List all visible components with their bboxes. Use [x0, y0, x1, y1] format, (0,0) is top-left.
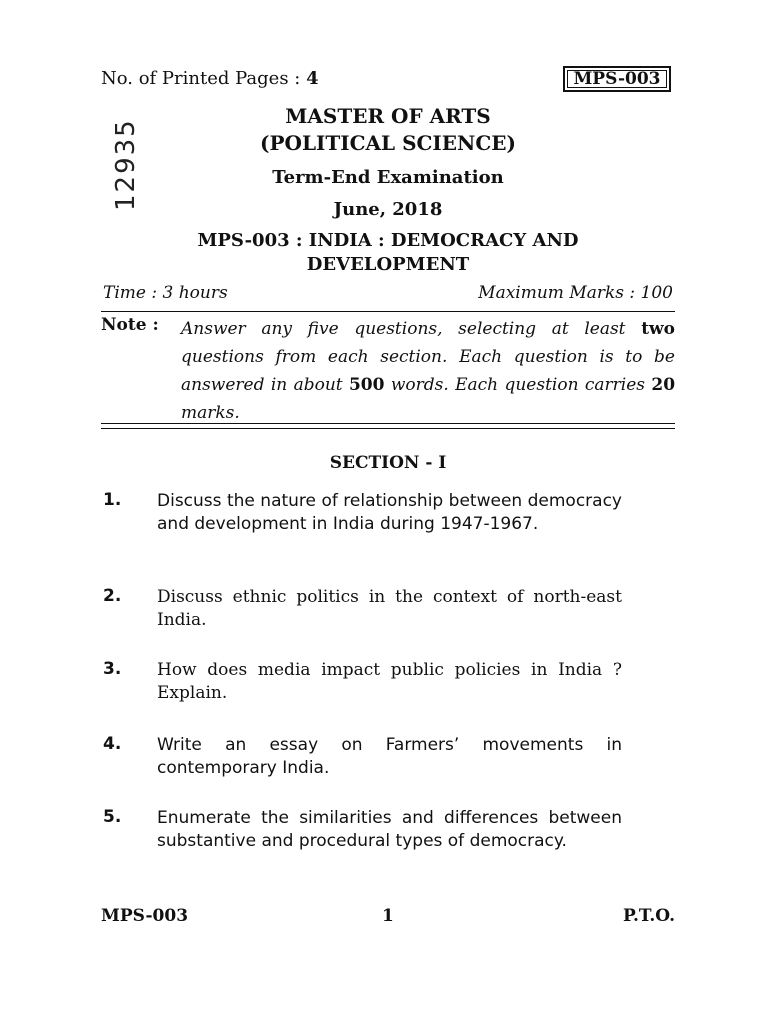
- exam-title: Term-End Examination: [272, 167, 504, 188]
- question-number: 2.: [103, 586, 122, 606]
- question-number: 1.: [103, 490, 122, 510]
- footer-pto: P.T.O.: [623, 906, 675, 926]
- course-title-line2: DEVELOPMENT: [306, 254, 470, 275]
- exam-date: June, 2018: [333, 199, 443, 220]
- note-part4: marks.: [181, 403, 240, 423]
- degree-title: MASTER OF ARTS: [285, 104, 491, 128]
- divider-double-2: [101, 428, 675, 429]
- question-text: Discuss ethnic politics in the context of north-east India.: [157, 587, 622, 630]
- note-text: [181, 315, 675, 427]
- footer-page-number: 1: [382, 906, 394, 926]
- divider-top: [101, 311, 675, 312]
- note-label: Note :: [101, 315, 159, 335]
- note-bold3: 20: [651, 375, 676, 395]
- subject-title: (POLITICAL SCIENCE): [260, 131, 516, 155]
- question-text: Discuss the nature of relationship between democracy and development in India during 1947-1967.: [157, 491, 622, 534]
- note-part2: questions from each section. Each question is to be answered in about: [181, 347, 675, 395]
- printed-pages-count: 4: [306, 68, 319, 89]
- question-text: How does media impact public policies in India ? Explain.: [157, 660, 622, 703]
- note-bold1: two: [641, 319, 676, 339]
- question-text: Enumerate the similarities and differences between substantive and procedural types of democracy.: [157, 808, 622, 851]
- question-number: 5.: [103, 807, 122, 827]
- paper-code-box: MPS-003: [563, 66, 671, 92]
- note-part3: words. Each question carries: [390, 375, 645, 395]
- divider-double-1: [101, 423, 675, 424]
- course-title-line1: MPS-003 : INDIA : DEMOCRACY AND: [197, 230, 579, 251]
- question-text: Write an essay on Farmers’ movements in contemporary India.: [157, 735, 622, 778]
- question-number: 4.: [103, 734, 122, 754]
- section-title: SECTION - I: [329, 453, 447, 473]
- question-number: 3.: [103, 659, 122, 679]
- maximum-marks: Maximum Marks : 100: [478, 283, 673, 303]
- printed-pages-label: No. of Printed Pages :: [101, 68, 301, 89]
- note-bold2: 500: [348, 375, 385, 395]
- serial-number: 12935: [111, 118, 141, 212]
- printed-pages: [101, 68, 319, 89]
- note-part1: Answer any five questions, selecting at least: [181, 319, 626, 339]
- footer-paper-code: MPS-003: [101, 906, 189, 926]
- time-allowed: Time : 3 hours: [103, 283, 228, 303]
